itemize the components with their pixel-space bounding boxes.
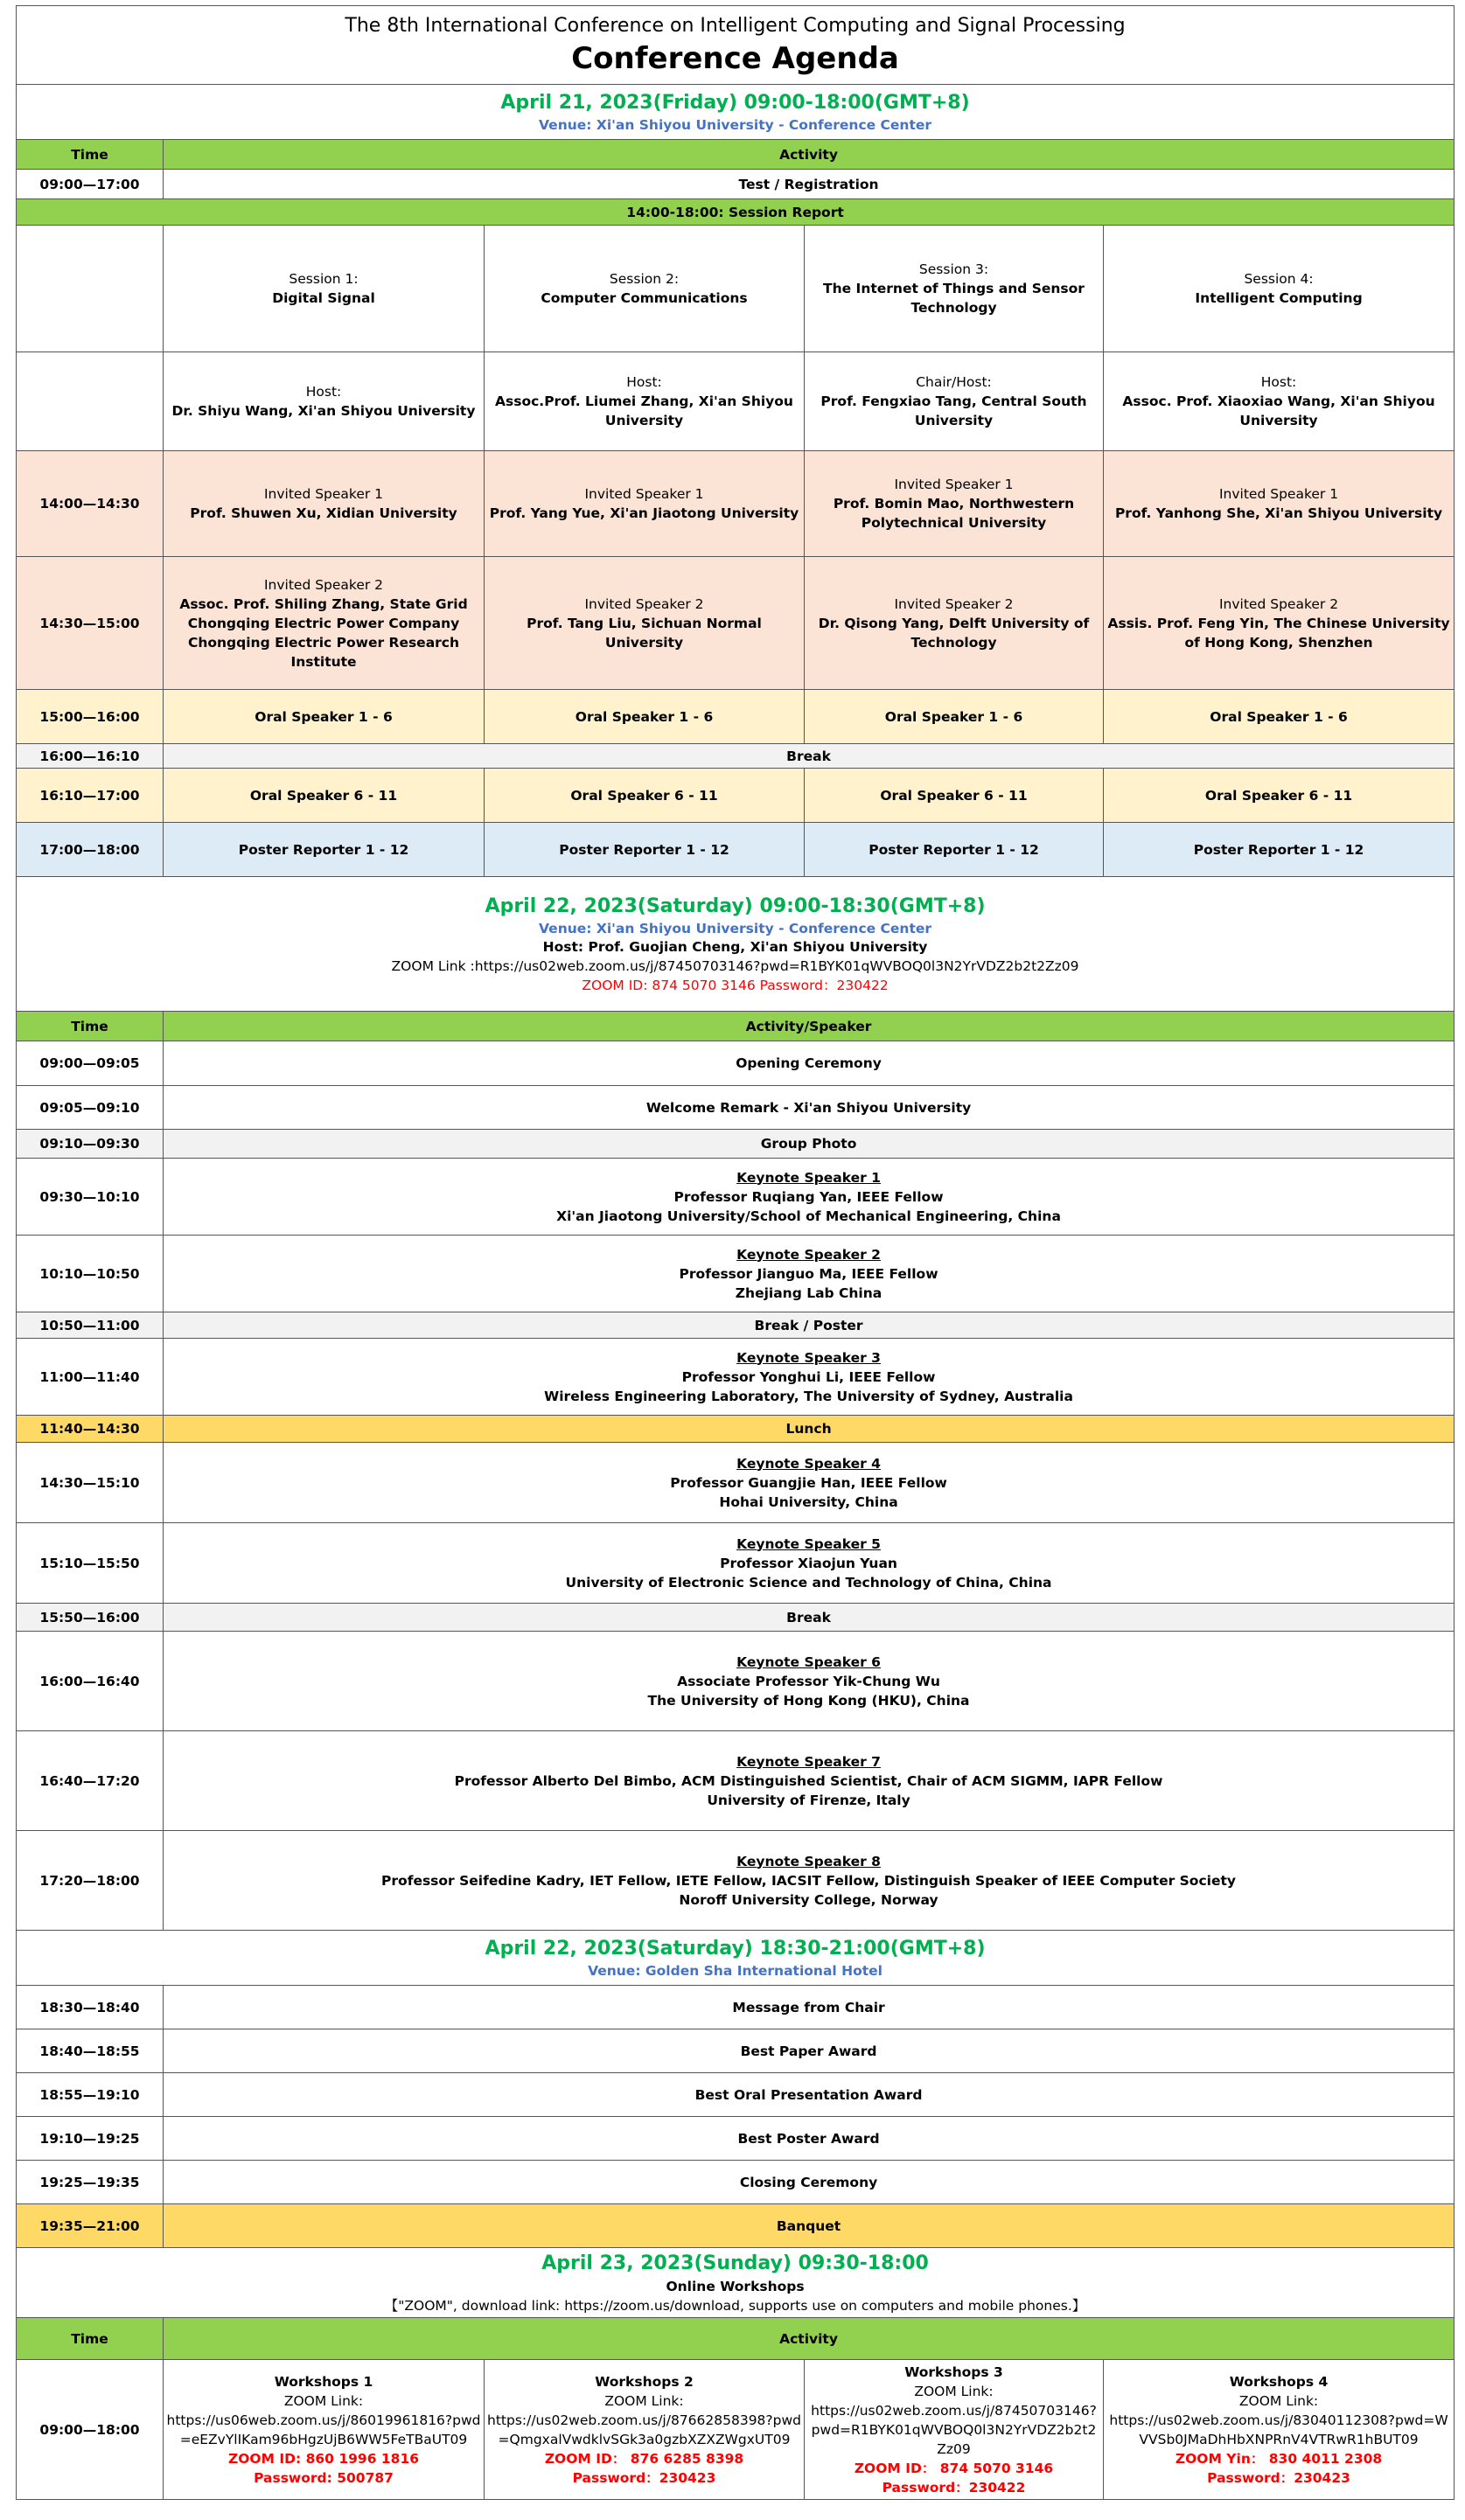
- speaker-label: Invited Speaker 1: [584, 486, 704, 502]
- keynote-time: 17:20—18:00: [17, 1831, 164, 1931]
- session-label: Session 4:: [1244, 271, 1314, 287]
- speaker-label: Invited Speaker 2: [1218, 595, 1339, 612]
- speaker-name: Assoc. Prof. Shiling Zhang, State Grid Chongqing Electric Power Company Chongqing Electric Power Research Institute: [179, 595, 468, 670]
- host-name: Prof. Fengxiao Tang, Central South University: [820, 393, 1087, 428]
- session-2-oral2: Oral Speaker 6 - 11: [485, 769, 805, 823]
- agenda-table: [16, 5, 1455, 2500]
- day2-row-activity: Break / Poster: [164, 1312, 1455, 1339]
- day2-row-time: 09:05—09:10: [17, 1086, 164, 1130]
- session-name: Computer Communications: [541, 290, 748, 306]
- speaker-name: Assis. Prof. Feng Yin, The Chinese University of Hong Kong, Shenzhen: [1107, 615, 1450, 651]
- host-label: Chair/Host:: [916, 374, 992, 390]
- keynote-name: Professor Ruqiang Yan, IEEE Fellow: [673, 1188, 944, 1205]
- day2-row-activity: Opening Ceremony: [164, 1041, 1455, 1086]
- day2-title: April 22, 2023(Saturday) 09:00-18:30(GMT+8): [485, 895, 986, 917]
- session-4-host: [1104, 352, 1455, 451]
- evening-row-time: 18:30—18:40: [17, 1986, 164, 2029]
- keynote-affiliation: The University of Hong Kong (HKU), China: [647, 1692, 970, 1709]
- host-name: Dr. Shiyu Wang, Xi'an Shiyou University: [171, 403, 476, 419]
- session-name: The Internet of Things and Sensor Technology: [823, 281, 1085, 316]
- day3-heading: [17, 2248, 1455, 2318]
- session-2-poster: Poster Reporter 1 - 12: [485, 823, 805, 877]
- keynote-name: Professor Jianguo Ma, IEEE Fellow: [679, 1265, 938, 1282]
- day1-venue: Venue: Xi'an Shiyou University - Conference Center: [539, 117, 932, 133]
- keynote-affiliation: Zhejiang Lab China: [735, 1284, 882, 1301]
- zoom-link[interactable]: https://us06web.zoom.us/j/86019961816?pwd=eEZvYlIKam96bHgzUjB6WW5FeTBaUT09: [166, 2412, 481, 2447]
- evening-row-time: 18:55—19:10: [17, 2073, 164, 2117]
- zoom-password: Password：230422: [882, 2479, 1026, 2496]
- day2-zoom-id: ZOOM ID: 874 5070 3146 Password：230422: [582, 977, 889, 993]
- day3-title: April 23, 2023(Sunday) 09:30-18:00: [541, 2252, 929, 2274]
- session-4-oral1: Oral Speaker 1 - 6: [1104, 690, 1455, 744]
- day1-break-label: Break: [164, 744, 1455, 769]
- session-3-oral2: Oral Speaker 6 - 11: [805, 769, 1104, 823]
- evening-venue: Venue: Golden Sha International Hotel: [588, 1963, 882, 1979]
- speaker-name: Prof. Yang Yue, Xi'an Jiaotong University: [489, 505, 799, 521]
- session-1-inv1: [164, 451, 485, 557]
- session-2-cell: [485, 226, 805, 352]
- session-1-host: [164, 352, 485, 451]
- workshop-2-cell: [485, 2360, 805, 2500]
- evening-row-activity: Best Oral Presentation Award: [164, 2073, 1455, 2117]
- oral1-time: 15:00—16:00: [17, 690, 164, 744]
- zoom-link-label: ZOOM Link:: [914, 2383, 994, 2399]
- day3-col-time: Time: [17, 2318, 164, 2360]
- keynote-label: Keynote Speaker 4: [736, 1455, 881, 1472]
- evening-row-activity: Best Poster Award: [164, 2117, 1455, 2161]
- zoom-link-label: ZOOM Link:: [604, 2392, 684, 2409]
- keynote-name: Associate Professor Yik-Chung Wu: [677, 1673, 940, 1689]
- banquet-time: 19:35—21:00: [17, 2204, 164, 2248]
- keynote-label: Keynote Speaker 8: [736, 1853, 881, 1869]
- workshop-4-cell: [1104, 2360, 1455, 2500]
- keynote-label: Keynote Speaker 3: [736, 1349, 881, 1366]
- workshop-3-cell: [805, 2360, 1104, 2500]
- session-3-poster: Poster Reporter 1 - 12: [805, 823, 1104, 877]
- keynote-time: 15:10—15:50: [17, 1523, 164, 1604]
- keynote-time: 09:30—10:10: [17, 1159, 164, 1236]
- oral2-time: 16:10—17:00: [17, 769, 164, 823]
- keynote-affiliation: Xi'an Jiaotong University/School of Mechanical Engineering, China: [556, 1208, 1061, 1224]
- session-label: Session 1:: [289, 271, 359, 287]
- keynote-7-cell: [164, 1731, 1455, 1831]
- speaker-label: Invited Speaker 1: [894, 477, 1014, 492]
- session-1-oral2: Oral Speaker 6 - 11: [164, 769, 485, 823]
- day3-subtitle: Online Workshops: [666, 2278, 805, 2294]
- day2-row-activity: Group Photo: [164, 1130, 1455, 1159]
- page-title: Conference Agenda: [571, 40, 899, 76]
- keynote-name: Professor Seifedine Kadry, IET Fellow, IETE Fellow, IACSIT Fellow, Distinguish Speaker of IEEE Computer Society: [381, 1872, 1236, 1889]
- speaker-label: Invited Speaker 2: [584, 595, 704, 612]
- session-3-host: [805, 352, 1104, 451]
- day1-col-time: Time: [17, 140, 164, 170]
- day2-heading: [17, 877, 1455, 1012]
- speaker-label: Invited Speaker 1: [263, 486, 384, 502]
- day2-row-activity: Welcome Remark - Xi'an Shiyou University: [164, 1086, 1455, 1130]
- speaker-name: Prof. Bomin Mao, Northwestern Polytechnical University: [833, 496, 1075, 531]
- zoom-link-label: ZOOM Link:: [283, 2392, 364, 2409]
- session-4-cell: [1104, 226, 1455, 352]
- speaker-name: Prof. Tang Liu, Sichuan Normal University: [527, 615, 762, 651]
- sessions-empty-cell: [17, 226, 164, 352]
- keynote-label: Keynote Speaker 2: [736, 1246, 881, 1263]
- evening-row-time: 19:10—19:25: [17, 2117, 164, 2161]
- host-label: Host:: [626, 374, 662, 390]
- poster-time: 17:00—18:00: [17, 823, 164, 877]
- host-label: Host:: [305, 384, 342, 400]
- lunch-time: 11:40—14:30: [17, 1416, 164, 1443]
- day1-title: April 21, 2023(Friday) 09:00-18:00(GMT+8): [500, 92, 970, 114]
- keynote-time: 16:40—17:20: [17, 1731, 164, 1831]
- session-2-oral1: Oral Speaker 1 - 6: [485, 690, 805, 744]
- speaker-label: Invited Speaker 1: [1218, 486, 1339, 502]
- keynote-time: 14:30—15:10: [17, 1443, 164, 1523]
- session-3-oral1: Oral Speaker 1 - 6: [805, 690, 1104, 744]
- day2-host: Host: Prof. Guojian Cheng, Xi'an Shiyou University: [542, 938, 928, 955]
- keynote-label: Keynote Speaker 6: [736, 1653, 881, 1670]
- session-label: Session 2:: [609, 271, 680, 287]
- zoom-link[interactable]: https://us02web.zoom.us/j/87450703146?pwd=R1BYK01qWVBOQ0l3N2YrVDZ2b2t2Zz09: [811, 2402, 1097, 2457]
- session-4-inv2: [1104, 557, 1455, 690]
- keynote-5-cell: [164, 1523, 1455, 1604]
- keynote-affiliation: University of Electronic Science and Technology of China, China: [565, 1574, 1052, 1591]
- day2-col-time: Time: [17, 1012, 164, 1041]
- workshop-name: Workshops 2: [595, 2373, 694, 2390]
- keynote-2-cell: [164, 1236, 1455, 1312]
- day2-row-time: 09:00—09:05: [17, 1041, 164, 1086]
- zoom-password: Password：230423: [1207, 2469, 1350, 2486]
- zoom-link[interactable]: https://us02web.zoom.us/j/83040112308?pwd=WVVSb0JMaDhHbXNPRnV4VTRwR1hBUT09: [1109, 2412, 1448, 2447]
- session-2-inv1: [485, 451, 805, 557]
- keynote-name: Professor Yonghui Li, IEEE Fellow: [681, 1368, 936, 1385]
- speaker-name: Prof. Shuwen Xu, Xidian University: [190, 505, 457, 521]
- zoom-link[interactable]: https://us02web.zoom.us/j/87662858398?pwd=QmgxalVwdklvSGk3a0gzbXZXZWgxUT09: [487, 2412, 801, 2447]
- evening-heading: [17, 1931, 1455, 1986]
- session-name: Digital Signal: [272, 290, 375, 306]
- keynote-time: 16:00—16:40: [17, 1632, 164, 1731]
- session-3-inv2: [805, 557, 1104, 690]
- zoom-id: ZOOM ID： 876 6285 8398: [544, 2450, 744, 2467]
- evening-row-activity: Message from Chair: [164, 1986, 1455, 2029]
- keynote-label: Keynote Speaker 5: [736, 1535, 881, 1552]
- header-cell: [17, 6, 1455, 85]
- keynote-time: 11:00—11:40: [17, 1339, 164, 1416]
- workshop-1-cell: [164, 2360, 485, 2500]
- session-2-host: [485, 352, 805, 451]
- reg-time: 09:00—17:00: [17, 170, 164, 199]
- keynote-3-cell: [164, 1339, 1455, 1416]
- speaker-label: Invited Speaker 2: [894, 595, 1014, 612]
- keynote-6-cell: [164, 1632, 1455, 1731]
- zoom-link-label: ZOOM Link:: [1238, 2392, 1319, 2409]
- host-name: Assoc.Prof. Liumei Zhang, Xi'an Shiyou University: [495, 393, 793, 428]
- speaker-label: Invited Speaker 2: [263, 576, 384, 593]
- zoom-id: ZOOM Yin： 830 4011 2308: [1175, 2450, 1383, 2467]
- keynote-4-cell: [164, 1443, 1455, 1523]
- session-label: Session 3:: [918, 261, 989, 277]
- keynote-affiliation: Noroff University College, Norway: [679, 1891, 938, 1908]
- day2-row-time: 15:50—16:00: [17, 1604, 164, 1632]
- keynote-label: Keynote Speaker 1: [736, 1169, 881, 1186]
- reg-activity: Test / Registration: [164, 170, 1455, 199]
- session-2-inv2: [485, 557, 805, 690]
- keynote-1-cell: [164, 1159, 1455, 1236]
- workshop-name: Workshops 3: [904, 2363, 1003, 2380]
- day3-note: 【"ZOOM", download link: https://zoom.us/download, supports use on computers and mobile phones.】: [384, 2297, 1086, 2314]
- host-name: Assoc. Prof. Xiaoxiao Wang, Xi'an Shiyou University: [1122, 393, 1435, 428]
- banquet-label: Banquet: [164, 2204, 1455, 2248]
- inv2-time: 14:30—15:00: [17, 557, 164, 690]
- keynote-name: Professor Guangjie Han, IEEE Fellow: [670, 1474, 947, 1491]
- speaker-name: Dr. Qisong Yang, Delft University of Technology: [818, 615, 1090, 651]
- keynote-affiliation: University of Firenze, Italy: [707, 1792, 910, 1808]
- day2-row-time: 09:10—09:30: [17, 1130, 164, 1159]
- keynote-8-cell: [164, 1831, 1455, 1931]
- keynote-affiliation: Wireless Engineering Laboratory, The University of Sydney, Australia: [544, 1388, 1073, 1404]
- day2-row-time: 10:50—11:00: [17, 1312, 164, 1339]
- keynote-affiliation: Hohai University, China: [719, 1493, 898, 1510]
- session-1-inv2: [164, 557, 485, 690]
- evening-title: April 22, 2023(Saturday) 18:30-21:00(GMT+8): [485, 1938, 986, 1960]
- evening-row-activity: Closing Ceremony: [164, 2161, 1455, 2204]
- zoom-id: ZOOM ID： 874 5070 3146: [854, 2460, 1054, 2476]
- evening-row-activity: Best Paper Award: [164, 2029, 1455, 2073]
- workshop-name: Workshops 4: [1229, 2373, 1329, 2390]
- day2-row-activity: Break: [164, 1604, 1455, 1632]
- hosts-empty-cell: [17, 352, 164, 451]
- session-4-poster: Poster Reporter 1 - 12: [1104, 823, 1455, 877]
- session-3-cell: [805, 226, 1104, 352]
- keynote-name: Professor Xiaojun Yuan: [720, 1555, 897, 1571]
- session-name: Intelligent Computing: [1195, 290, 1363, 306]
- session-4-oral2: Oral Speaker 6 - 11: [1104, 769, 1455, 823]
- conference-name: The 8th International Conference on Intelligent Computing and Signal Processing: [345, 14, 1126, 37]
- workshops-time: 09:00—18:00: [17, 2360, 164, 2500]
- day2-venue: Venue: Xi'an Shiyou University - Conference Center: [539, 920, 932, 936]
- session-3-inv1: [805, 451, 1104, 557]
- day1-heading: [17, 85, 1455, 140]
- keynote-time: 10:10—10:50: [17, 1236, 164, 1312]
- evening-row-time: 18:40—18:55: [17, 2029, 164, 2073]
- workshop-name: Workshops 1: [274, 2373, 373, 2390]
- day2-zoom-link[interactable]: ZOOM Link :https://us02web.zoom.us/j/87450703146?pwd=R1BYK01qWVBOQ0l3N2YrVDZ2b2t2Zz09: [391, 957, 1079, 974]
- day3-col-activity: Activity: [164, 2318, 1455, 2360]
- session-1-oral1: Oral Speaker 1 - 6: [164, 690, 485, 744]
- day1-break-time: 16:00—16:10: [17, 744, 164, 769]
- host-label: Host:: [1260, 374, 1297, 390]
- evening-row-time: 19:25—19:35: [17, 2161, 164, 2204]
- session-1-poster: Poster Reporter 1 - 12: [164, 823, 485, 877]
- keynote-label: Keynote Speaker 7: [736, 1753, 881, 1770]
- lunch-label: Lunch: [164, 1416, 1455, 1443]
- zoom-password: Password：230423: [572, 2469, 716, 2486]
- session-4-inv1: [1104, 451, 1455, 557]
- zoom-password: Password: 500787: [254, 2469, 394, 2486]
- keynote-name: Professor Alberto Del Bimbo, ACM Distinguished Scientist, Chair of ACM SIGMM, IAPR Fellow: [454, 1772, 1163, 1789]
- inv1-time: 14:00—14:30: [17, 451, 164, 557]
- session-report-header: 14:00-18:00: Session Report: [17, 199, 1455, 226]
- day2-col-activity: Activity/Speaker: [164, 1012, 1455, 1041]
- day1-col-activity: Activity: [164, 140, 1455, 170]
- speaker-name: Prof. Yanhong She, Xi'an Shiyou University: [1114, 505, 1443, 521]
- session-1-cell: [164, 226, 485, 352]
- zoom-id: ZOOM ID: 860 1996 1816: [227, 2450, 420, 2467]
- agenda-page: [16, 5, 1454, 2500]
